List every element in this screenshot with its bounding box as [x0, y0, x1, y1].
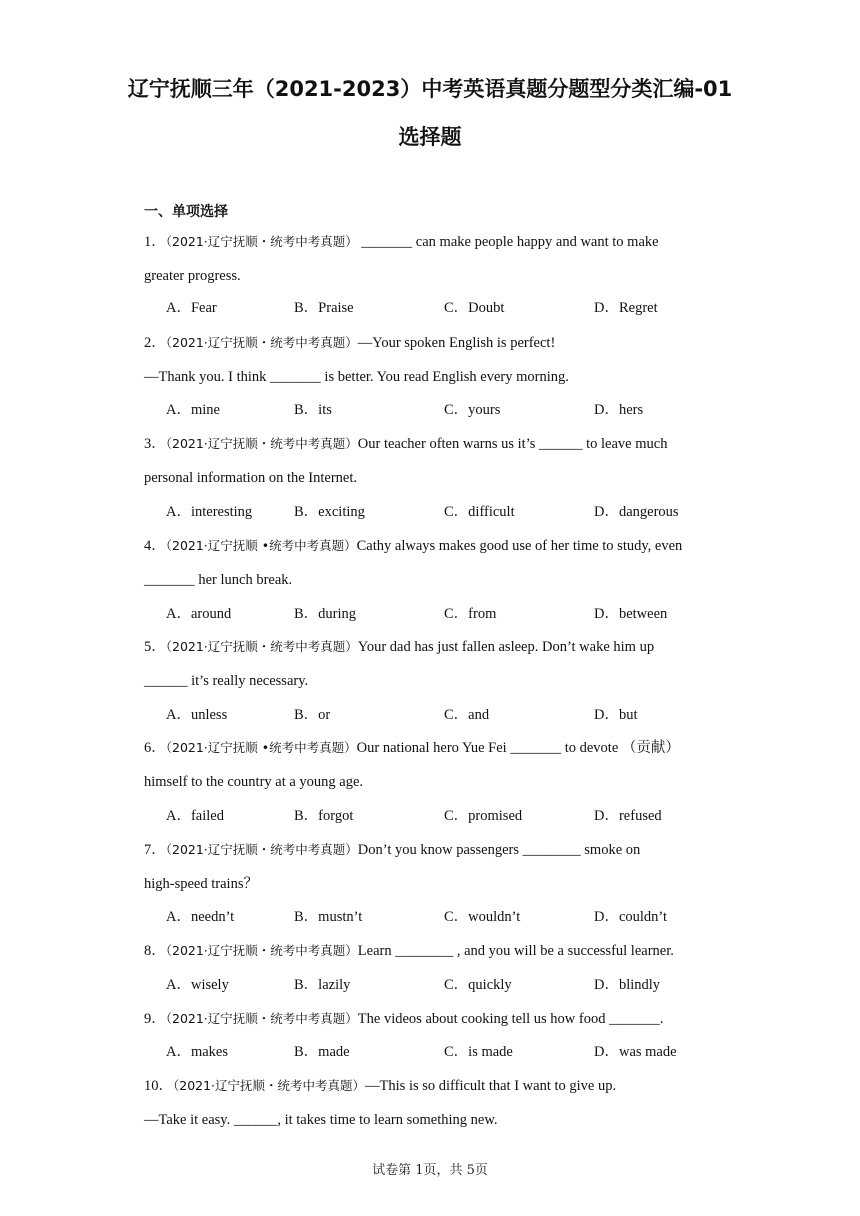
option-c[interactable]: C．difficult	[444, 504, 515, 520]
question-6-line-2: himself to the country at a young age.	[144, 774, 364, 790]
option-c[interactable]: C．yours	[444, 402, 501, 418]
option-a[interactable]: A．around	[166, 606, 232, 622]
question-text: Don’t you know passengers ________ smoke on	[357, 842, 641, 858]
question-5-options	[166, 705, 726, 725]
question-text: The videos about cooking tell us how food _______.	[357, 1011, 664, 1027]
question-7-line-1	[144, 840, 640, 860]
question-number: 9．	[144, 1011, 166, 1027]
question-number: 8．	[144, 943, 166, 959]
option-b[interactable]: B．during	[294, 606, 357, 622]
option-a[interactable]: A．Fear	[166, 300, 217, 316]
question-3-line-1	[144, 434, 667, 454]
question-5-line-2: ______ it’s really necessary.	[144, 673, 309, 689]
option-a[interactable]: A．makes	[166, 1044, 229, 1060]
page-title-line2: 选择题	[398, 125, 462, 149]
question-4-line-2: _______ her lunch break.	[144, 572, 293, 588]
question-3-line-2: personal information on the Internet.	[144, 470, 358, 486]
question-2-options	[166, 400, 726, 420]
question-source: （2021·辽宁抚顺・统考中考真题）	[165, 842, 358, 857]
option-b[interactable]: B．mustn’t	[294, 909, 363, 925]
option-d[interactable]: D．was made	[594, 1044, 677, 1060]
question-text: _______ can make people happy and want to make	[357, 234, 659, 250]
option-c[interactable]: C．and	[444, 707, 490, 723]
option-a[interactable]: A．needn’t	[166, 909, 235, 925]
option-b[interactable]: B．made	[294, 1044, 350, 1060]
section-heading: 一、单项选择	[144, 204, 228, 220]
question-2-line-2: —Thank you. I think _______ is better. You read English every morning.	[144, 369, 569, 385]
question-number: 7．	[144, 842, 166, 858]
question-source: （2021·辽宁抚顺・统考中考真题）	[165, 335, 358, 350]
question-source: （2021·辽宁抚顺・统考中考真题）	[165, 943, 358, 958]
option-d[interactable]: D．refused	[594, 808, 662, 824]
question-source: （2021·辽宁抚顺・统考中考真题）	[165, 436, 358, 451]
question-source: （2021·辽宁抚顺・统考中考真题）	[165, 1011, 358, 1026]
option-c[interactable]: C．promised	[444, 808, 523, 824]
page-title-line1: 辽宁抚顺三年（2021-2023）中考英语真题分题型分类汇编-01	[127, 77, 733, 101]
question-number: 1．	[144, 234, 166, 250]
page-footer: 试卷第 1页，共 5页	[372, 1163, 488, 1178]
question-4-line-1	[144, 536, 682, 556]
question-source: （2021·辽宁抚顺・统考中考真题）	[165, 234, 358, 249]
option-d[interactable]: D．but	[594, 707, 638, 723]
question-6-line-1	[144, 738, 680, 758]
question-text: Our national hero Yue Fei _______ to devote （贡献）	[356, 740, 680, 756]
question-8-options	[166, 975, 726, 995]
question-1-line-1	[144, 232, 659, 252]
option-a[interactable]: A．interesting	[166, 504, 253, 520]
question-9-options	[166, 1042, 726, 1062]
option-d[interactable]: D．couldn’t	[594, 909, 668, 925]
option-a[interactable]: A．wisely	[166, 977, 229, 993]
option-b[interactable]: B．Praise	[294, 300, 354, 316]
question-number: 10．	[144, 1078, 173, 1094]
question-number: 2．	[144, 335, 166, 351]
option-a[interactable]: A．failed	[166, 808, 224, 824]
question-source: （2021·辽宁抚顺・统考中考真题）	[173, 1078, 366, 1093]
question-7-line-2: high-speed trains？	[144, 876, 258, 892]
question-6-options	[166, 806, 726, 826]
option-b[interactable]: B．exciting	[294, 504, 365, 520]
question-3-options	[166, 502, 726, 522]
question-7-options	[166, 907, 726, 927]
question-8-line-1	[144, 941, 674, 961]
question-text: Our teacher often warns us it’s ______ to leave much	[357, 436, 668, 452]
option-d[interactable]: D．between	[594, 606, 668, 622]
option-c[interactable]: C．wouldn’t	[444, 909, 521, 925]
option-b[interactable]: B．lazily	[294, 977, 351, 993]
option-d[interactable]: D．blindly	[594, 977, 661, 993]
question-source: （2021·辽宁抚顺・统考中考真题）	[165, 639, 358, 654]
option-a[interactable]: A．mine	[166, 402, 220, 418]
option-b[interactable]: B．forgot	[294, 808, 354, 824]
option-b[interactable]: B．or	[294, 707, 331, 723]
question-text: Learn ________ , and you will be a successful learner.	[357, 943, 674, 959]
question-number: 3．	[144, 436, 166, 452]
question-text: —Your spoken English is perfect!	[357, 335, 556, 351]
question-1-line-2: greater progress.	[144, 268, 241, 284]
option-d[interactable]: D．Regret	[594, 300, 658, 316]
question-5-line-1	[144, 637, 654, 657]
question-text: Your dad has just fallen asleep. Don’t wake him up	[357, 639, 655, 655]
question-text: Cathy always makes good use of her time to study, even	[356, 538, 683, 554]
question-number: 4．	[144, 538, 166, 554]
option-d[interactable]: D．dangerous	[594, 504, 679, 520]
question-source: （2021·辽宁抚顺 •统考中考真题）	[165, 740, 357, 755]
option-c[interactable]: C．from	[444, 606, 497, 622]
option-c[interactable]: C．is made	[444, 1044, 513, 1060]
option-b[interactable]: B．its	[294, 402, 332, 418]
option-c[interactable]: C．quickly	[444, 977, 512, 993]
option-c[interactable]: C．Doubt	[444, 300, 505, 316]
question-10-line-1	[144, 1076, 616, 1096]
question-4-options	[166, 604, 726, 624]
question-number: 6．	[144, 740, 166, 756]
option-d[interactable]: D．hers	[594, 402, 644, 418]
question-number: 5．	[144, 639, 166, 655]
question-source: （2021·辽宁抚顺 •统考中考真题）	[165, 538, 357, 553]
option-a[interactable]: A．unless	[166, 707, 228, 723]
question-10-line-2: —Take it easy. ______, it takes time to learn something new.	[144, 1112, 498, 1128]
question-2-line-1	[144, 333, 555, 353]
question-9-line-1	[144, 1009, 663, 1029]
question-1-options	[166, 298, 726, 318]
question-text: —This is so difficult that I want to give up.	[365, 1078, 617, 1094]
